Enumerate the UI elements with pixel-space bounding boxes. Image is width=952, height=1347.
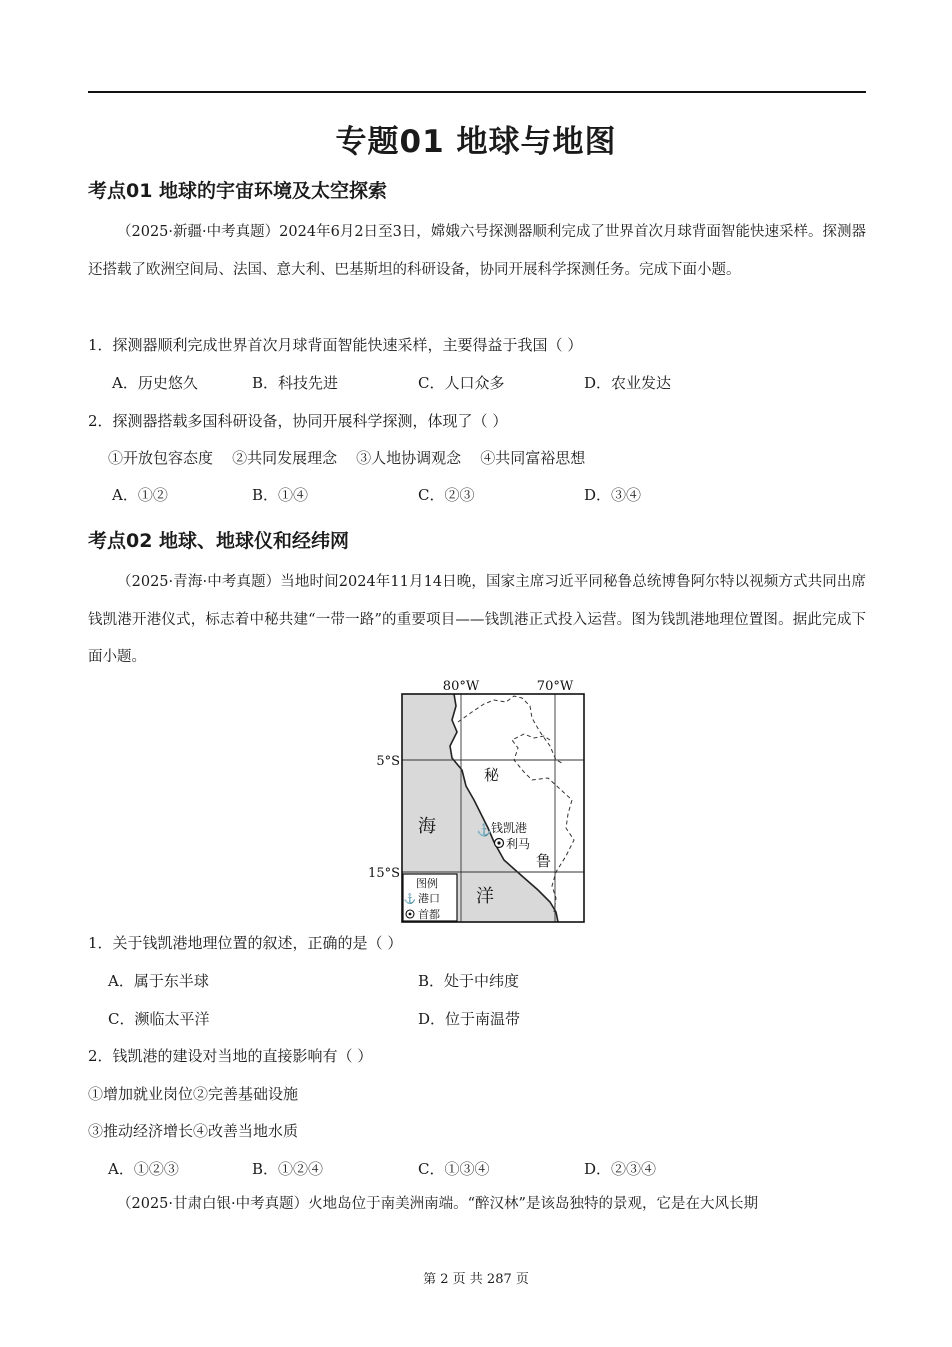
question-1-2-stem: 2．探测器搭载多国科研设备，协同开展科学探测，体现了（ ） (88, 412, 508, 430)
lat-label-15s: 15°S (368, 866, 400, 881)
section-heading-2: 考点02 地球、地球仪和经纬网 (88, 530, 350, 552)
sea-label-1: 海 (418, 816, 436, 837)
q2-1-option-b: B．处于中纬度 (418, 972, 520, 990)
q2-2-option-c: C．①③④ (418, 1160, 490, 1178)
passage-2: （2025·青海·中考真题）当地时间2024年11月14日晚，国家主席习近平同秘鲁总统博鲁阿尔特以视频方式共同出席钱凯港开港仪式，标志着中秘共建“一带一路”的重要项目——钱凯港正式投入运营。图为钱凯港地理位置图。据此完成下面小题。 (88, 574, 866, 665)
page-title: 专题01 地球与地图 (335, 124, 617, 160)
q2-1-option-a: A．属于东半球 (108, 972, 209, 990)
qiankai-port-location-map (360, 676, 590, 928)
lat-label-5s: 5°S (376, 754, 400, 769)
legend-capital-inner (409, 913, 412, 916)
q1-2-option-a: A．①② (112, 486, 168, 504)
port-name-label: 钱凯港 (491, 821, 528, 835)
capital-symbol-inner (497, 841, 500, 844)
country-label-2: 鲁 (536, 852, 552, 870)
q2-2-option-b: B．①②④ (252, 1160, 324, 1178)
capital-name-label: 利马 (506, 837, 531, 851)
legend-port-label: 港口 (418, 892, 440, 905)
legend-anchor-icon: ⚓ (403, 894, 417, 905)
question-2-2-line-2: ③推动经济增长④改善当地水质 (88, 1122, 299, 1140)
lon-label-80w: 80°W (442, 679, 480, 694)
country-label-1: 秘 (484, 766, 500, 784)
question-1-2-items: ①开放包容态度 ②共同发展理念 ③人地协调观念 ④共同富裕思想 (108, 449, 586, 467)
q2-1-option-c: C．濒临太平洋 (108, 1010, 210, 1028)
question-2-1-stem: 1．关于钱凯港地理位置的叙述，正确的是（ ） (88, 934, 403, 952)
lon-label-70w: 70°W (536, 679, 574, 694)
legend-capital-label: 首都 (418, 908, 440, 921)
q1-2-option-c: C．②③ (418, 486, 475, 504)
q1-1-option-b: B．科技先进 (252, 374, 339, 392)
q2-2-option-a: A．①②③ (108, 1160, 179, 1178)
q2-2-option-d: D．②③④ (584, 1160, 657, 1178)
border-north (458, 696, 564, 764)
question-1-1-stem: 1．探测器顺利完成世界首次月球背面智能快速采样，主要得益于我国（ ） (88, 336, 583, 354)
q1-1-option-d: D．农业发达 (584, 374, 672, 392)
q1-1-option-a: A．历史悠久 (112, 374, 198, 392)
q2-1-option-d: D．位于南温带 (418, 1010, 521, 1028)
question-2-2-stem: 2．钱凯港的建设对当地的直接影响有（ ） (88, 1047, 373, 1065)
legend-title: 图例 (416, 877, 438, 890)
q1-1-option-c: C．人口众多 (418, 374, 505, 392)
q1-2-option-d: D．③④ (584, 486, 642, 504)
top-rule (88, 91, 866, 93)
passage-3: （2025·甘肃白银·中考真题）火地岛位于南美洲南端。“醉汉林”是该岛独特的景观，它是在大风长期 (117, 1196, 758, 1212)
anchor-icon: ⚓ (476, 823, 492, 837)
q1-2-option-b: B．①④ (252, 486, 309, 504)
sea-label-2: 洋 (476, 886, 494, 907)
section-heading-1: 考点01 地球的宇宙环境及太空探索 (88, 180, 388, 202)
passage-1: （2025·新疆·中考真题）2024年6月2日至3日，嫦娥六号探测器顺利完成了世界首次月球背面智能快速采样。探测器还搭载了欧洲空间局、法国、意大利、巴基斯坦的科研设备，协同开展科学探测任务。完成下面小题。 (88, 224, 866, 278)
question-2-2-line-1: ①增加就业岗位②完善基础设施 (88, 1085, 299, 1103)
page-footer: 第 2 页 共 287 页 (423, 1272, 529, 1287)
